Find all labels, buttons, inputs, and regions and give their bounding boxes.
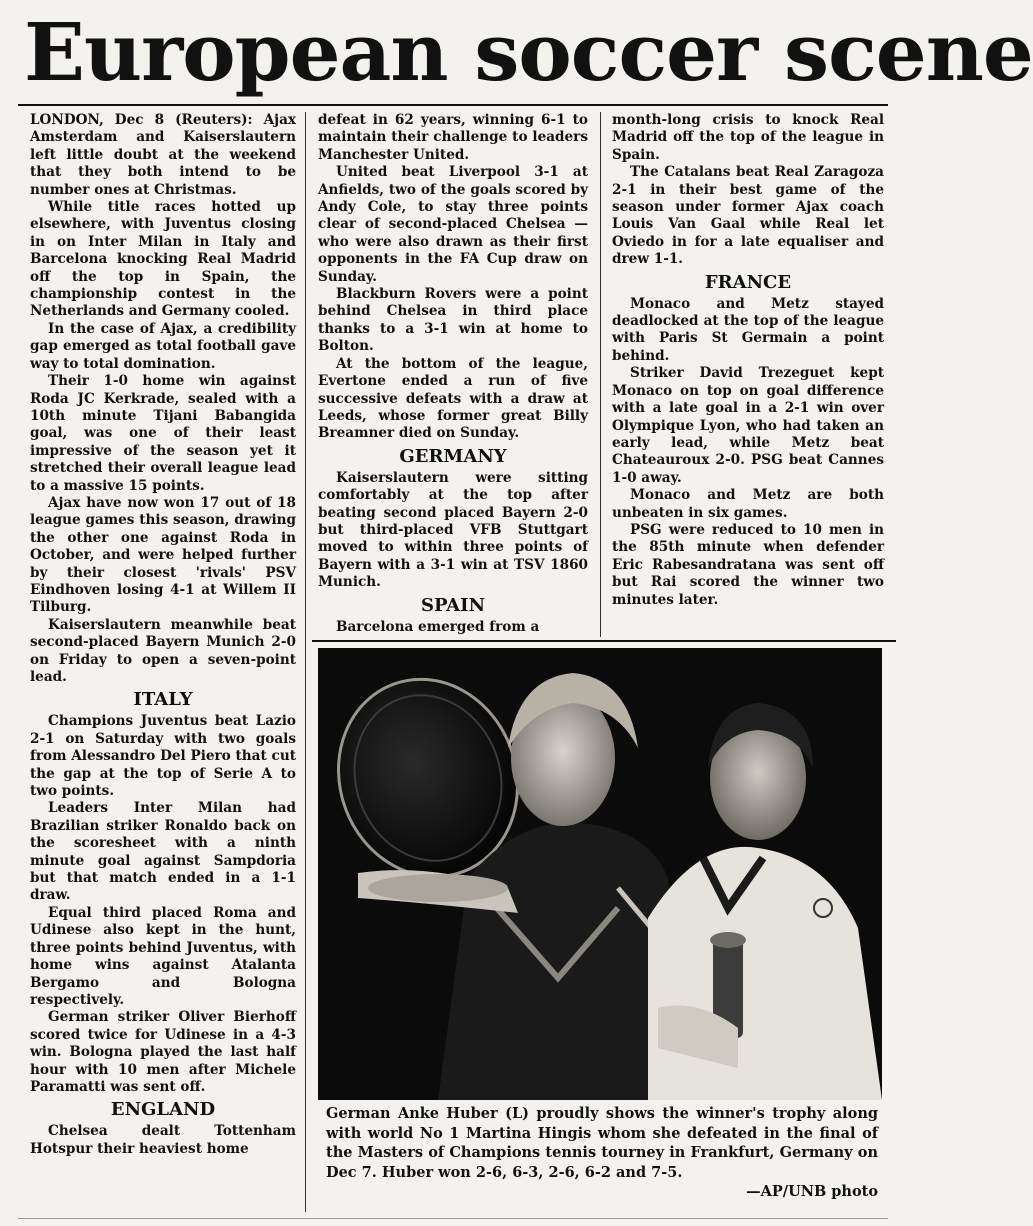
headline: European soccer scene: [24, 5, 1033, 99]
bottom-rule: [18, 1218, 888, 1219]
article-column-1: [30, 112, 296, 1158]
photo-caption: [326, 1104, 878, 1202]
paragraph: Champions Juventus beat Lazio 2-1 on Saturday with two goals from Alessandro Del Piero that cut the gap at the top of Serie A to two points.: [30, 713, 296, 800]
section-heading-germany: GERMANY: [399, 445, 507, 467]
paragraph: United beat Liverpool 3-1 at Anfields, two of the goals scored by Andy Cole, to stay three points clear of second-placed Chelsea — who were also drawn as their first opponents in the FA Cup draw on Sunday.: [318, 164, 588, 285]
paragraph: Monaco and Metz are both unbeaten in six games.: [612, 487, 884, 521]
paragraph: In the case of Ajax, a credibility gap emerged as total football gave way to total domination.: [30, 320, 296, 372]
paragraph: LONDON, Dec 8 (Reuters): Ajax Amsterdam and Kaiserslautern left little doubt at the weekend that they both intend to be number ones at Christmas.: [30, 112, 296, 198]
paragraph: While title races hotted up elsewhere, with Juventus closing in on Inter Milan in Italy and Barcelona knocking Real Madrid off the top in Spain, the championship contest in the Netherlands and Germany cooled.: [30, 199, 296, 320]
article-column-3: [612, 112, 884, 609]
section-heading-spain: SPAIN: [420, 594, 486, 616]
paragraph: The Catalans beat Real Zaragoza 2-1 in their best game of the season under former Ajax coach Louis Van Gaal while Real let Oviedo in for a late equaliser and drew 1-1.: [612, 164, 884, 268]
paragraph: Blackburn Rovers were a point behind Chelsea in third place thanks to a 3-1 win at home to Bolton.: [318, 286, 588, 355]
paragraph: Equal third placed Roma and Udinese also kept in the hunt, three points behind Juventus, with home wins against Atalanta Bergamo and Bologna respectively.: [30, 904, 296, 1008]
paragraph: Kaiserslautern meanwhile beat second-placed Bayern Munich 2-0 on Friday to open a seven-point lead.: [30, 616, 296, 685]
section-heading-italy: ITALY: [133, 689, 193, 711]
paragraph: Barcelona emerged from a: [336, 618, 540, 635]
column-divider: [600, 112, 601, 637]
section-heading-france: FRANCE: [704, 271, 792, 293]
photo-illustration: [318, 648, 882, 1100]
paragraph: month-long crisis to knock Real Madrid off the top of the league in Spain.: [612, 112, 884, 163]
paragraph: defeat in 62 years, winning 6-1 to maintain their challenge to leaders Manchester United.: [318, 112, 588, 163]
paragraph: Ajax have now won 17 out of 18 league games this season, drawing the other one against Roda in October, and were helped further by their closest 'rivals' PSV Eindhoven losing 4-1 at Willem II Tilburg.: [30, 494, 296, 616]
paragraph: At the bottom of the league, Evertone ended a run of five successive defeats with a draw at Leeds, whose former great Billy Breamner died on Sunday.: [318, 355, 588, 442]
column-divider: [305, 112, 306, 1212]
headline-rule: [18, 104, 888, 106]
paragraph: Leaders Inter Milan had Brazilian striker Ronaldo back on the scoresheet with a ninth minute goal against Sampdoria but that match ended in a 1-1 draw.: [30, 800, 296, 904]
section-heading-england: ENGLAND: [110, 1099, 216, 1121]
paragraph: Kaiserslautern were sitting comfortably at the top after beating second placed Bayern 2-0 but third-placed VFB Stuttgart moved to within three points of Bayern with a 3-1 win at TSV 1860 Munich.: [318, 469, 588, 591]
article-column-2: [318, 112, 588, 636]
photo-rule: [312, 640, 896, 642]
paragraph: PSG were reduced to 10 men in the 85th minute when defender Eric Rabesandratana was sent off but Rai scored the winner two minutes later.: [612, 521, 884, 608]
paragraph: German striker Oliver Bierhoff scored twice for Udinese in a 4-3 win. Bologna played the last half hour with 10 men after Michele Paramatti was sent off.: [30, 1009, 296, 1095]
photo-credit: —AP/UNB photo: [746, 1183, 878, 1200]
caption-text: German Anke Huber (L) proudly shows the winner's trophy along with world No 1 Martina Hingis whom she defeated in the final of the Masters of Champions tennis tourney in Frankfurt, Germany on Dec 7. Huber won 2-6, 6-3, 2-6, 6-2 and 7-5.: [326, 1105, 878, 1181]
paragraph: Monaco and Metz stayed deadlocked at the top of the league with Paris St Germain a point behind.: [612, 295, 884, 364]
paragraph: Striker David Trezeguet kept Monaco on top on goal difference with a late goal in a 2-1 win over Olympique Lyon, who had taken an early lead, while Metz beat Chateauroux 2-0. PSG beat Cannes 1-0 away.: [612, 365, 884, 486]
paragraph: Chelsea dealt Tottenham Hotspur their heaviest home: [30, 1123, 296, 1157]
paragraph: Their 1-0 home win against Roda JC Kerkrade, sealed with a 10th minute Tijani Babangida goal, was one of their least impressive of the season yet it stretched their overall league lead to a massive 15 points.: [30, 373, 296, 494]
news-photo: [318, 648, 882, 1100]
